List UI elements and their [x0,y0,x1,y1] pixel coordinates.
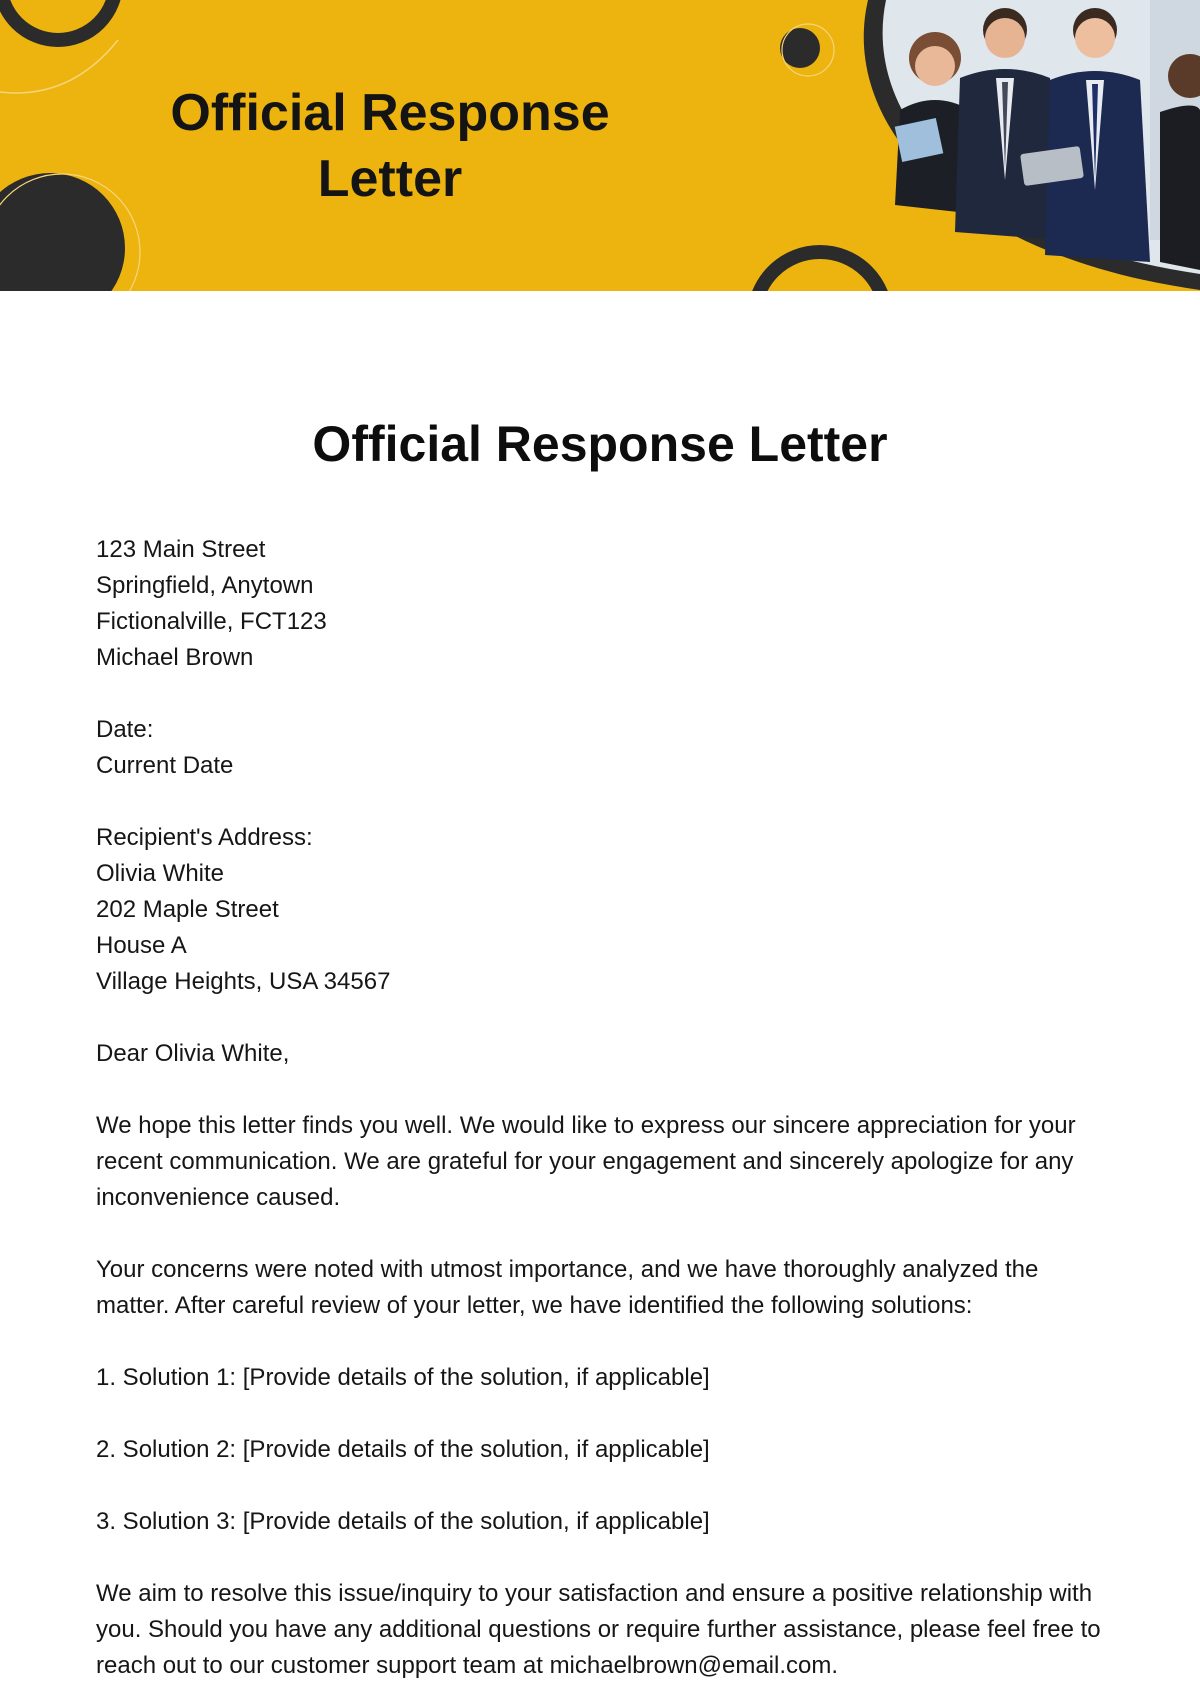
sender-city: Springfield, Anytown [96,572,314,599]
page-title: Official Response Letter [312,416,888,472]
sender-address [96,532,1106,676]
header-banner [0,0,1200,291]
sender-region: Fictionalville, FCT123 [96,608,327,635]
date-label: Date: [96,716,154,743]
solution-item: 3. Solution 3: [Provide details of the solution, if applicable] [96,1508,710,1535]
recipient-label: Recipient's Address: [96,824,313,851]
recipient-address [96,820,1106,1000]
recipient-street: 202 Maple Street [96,896,279,923]
solution-item: 1. Solution 1: [Provide details of the solution, if applicable] [96,1364,710,1391]
concerns-paragraph: Your concerns were noted with utmost importance, and we have thoroughly analyzed the matter. After careful review of your letter, we have identified the following solutions: [96,1256,1039,1319]
recipient-city: Village Heights, USA 34567 [96,968,391,995]
decorative-dot [780,28,820,68]
recipient-unit: House A [96,932,187,959]
sender-name: Michael Brown [96,644,254,671]
banner-title: Official Response Letter [170,84,610,208]
date-value: Current Date [96,752,234,779]
sender-street: 123 Main Street [96,536,266,563]
intro-paragraph: We hope this letter finds you well. We would like to express our sincere appreciation for your recent communication. We are grateful for your engagement and sincerely apologize for any inconvenience caused. [96,1112,1076,1211]
salutation: Dear Olivia White, [96,1040,290,1067]
letter-body [96,532,1106,1684]
closing-paragraph: We aim to resolve this issue/inquiry to your satisfaction and ensure a positive relationship with you. Should you have any additional questions or require further assistance, please feel free to reach out to our customer support team at michaelbrown@email.com. [96,1580,1101,1679]
solution-item: 2. Solution 2: [Provide details of the solution, if applicable] [96,1436,710,1463]
date-block [96,712,1106,784]
recipient-name: Olivia White [96,860,225,887]
